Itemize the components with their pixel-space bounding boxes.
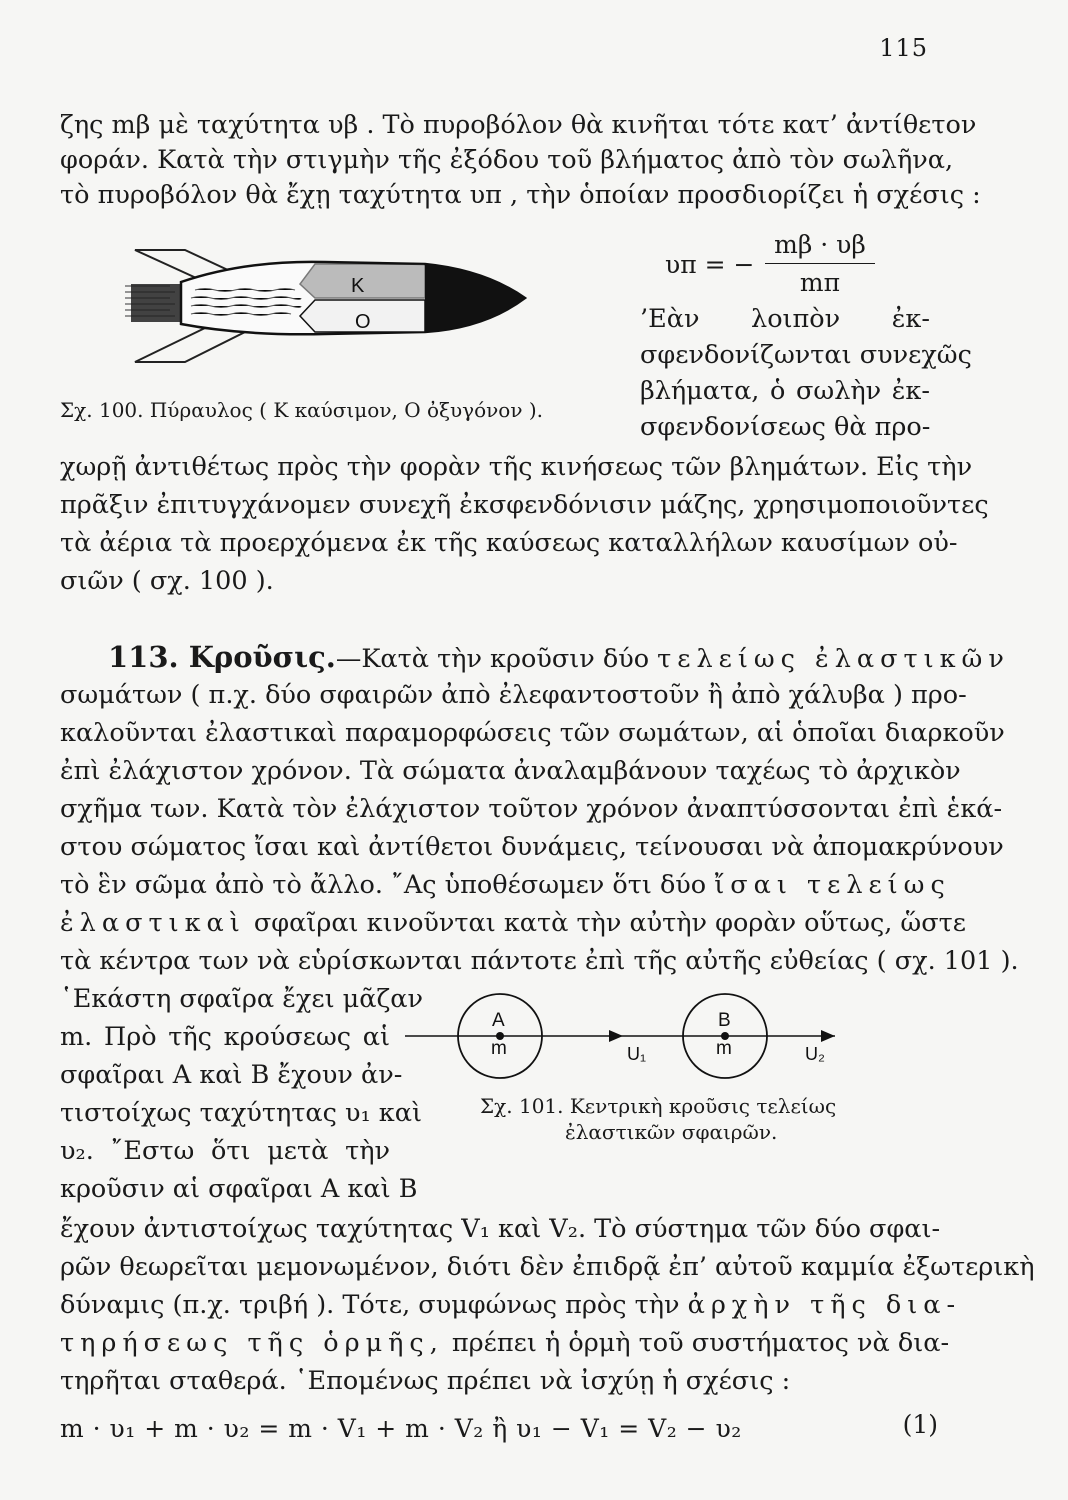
figure-101-caption-line1: Σχ. 101. Κεντρικὴ κροῦσις τελείως xyxy=(480,1094,837,1118)
left-column-line: κροῦσιν αἱ σφαῖραι Α καὶ Β xyxy=(60,1174,418,1204)
equation-number: (1) xyxy=(902,1410,938,1439)
nozzle xyxy=(131,284,181,322)
lower-fin xyxy=(135,328,245,362)
paragraph-line xyxy=(60,1326,950,1360)
paragraph-line: ἔχουν ἀντιστοίχως ταχύτητας V₁ καὶ V₂. Τὸ σύστημα τῶν δύο σφαι- xyxy=(60,1214,941,1244)
emphasis-text: τελείως ἐλαστικῶν xyxy=(657,644,1010,674)
nose-cone xyxy=(425,264,525,332)
paragraph-line: ρῶν θεωρεῖται μεμονωμένον, διότι δὲν ἐπιδρᾷ ἐπ’ αὐτοῦ καμμία ἐξωτερικὴ xyxy=(60,1252,1035,1282)
side-text-line: ’Εὰν λοιπὸν ἐκ- xyxy=(640,304,930,334)
paragraph-line: ζης mβ μὲ ταχύτητα υβ . Τὸ πυροβόλον θὰ κινῆται τότε κατ’ ἀντίθετον xyxy=(60,110,977,140)
sphere-b-mass: m xyxy=(716,1038,732,1059)
paragraph-line: τηρῆται σταθερά. ῾Επομένως πρέπει νὰ ἰσχύῃ ἡ σχέσις : xyxy=(60,1366,791,1396)
left-column-line: σφαῖραι Α καὶ Β ἔχουν ἀν- xyxy=(60,1060,403,1090)
text-span: δύναμις (π.χ. τριβή ). Τότε, συμφώνως πρὸς τὴν xyxy=(60,1290,680,1320)
paragraph-line: καλοῦνται ἐλαστικαὶ παραμορφώσεις τῶν σωμάτων, αἱ ὁποῖαι διαρκοῦν xyxy=(60,718,1005,748)
section-lead: —Κατὰ τὴν κροῦσιν δύο xyxy=(335,644,650,674)
sphere-b-label: B xyxy=(718,1010,731,1031)
figure-100-caption: Σχ. 100. Πύραυλος ( Κ καύσιμον, Ο ὀξυγόνον ). xyxy=(60,398,544,422)
section-heading-line xyxy=(108,640,1010,676)
paragraph-line: φοράν. Κατὰ τὴν στιγμὴν τῆς ἐξόδου τοῦ βλήματος ἀπὸ τὸν σωλῆνα, xyxy=(60,145,954,175)
rocket-figure xyxy=(125,240,545,370)
collision-figure xyxy=(405,988,845,1088)
arrow-u1-icon xyxy=(609,1030,623,1042)
left-column-line: τιστοίχως ταχύτητας υ₁ καὶ xyxy=(60,1098,422,1128)
momentum-equation: m · υ₁ + m · υ₂ = m · V₁ + m · V₂ ἢ υ₁ − V₁ = V₂ − υ₂ xyxy=(60,1414,742,1443)
paragraph-line: σωμάτων ( π.χ. δύο σφαιρῶν ἀπὸ ἐλεφαντοστοῦν ἢ ἀπὸ χάλυβα ) προ- xyxy=(60,680,967,710)
sphere-a-mass: m xyxy=(491,1038,507,1059)
sphere-a-label: A xyxy=(492,1010,505,1031)
emphasis-text: τηρήσεως τῆς ὁρμῆς, xyxy=(60,1328,444,1358)
paragraph-line: στου σώματος ἴσαι καὶ ἀντίθετοι δυνάμεις, τείνουσαι νὰ ἀπομακρύνουν xyxy=(60,832,1004,862)
paragraph-line xyxy=(60,868,951,902)
arrow-u2-icon xyxy=(821,1030,835,1042)
figure-101-caption-line2: ἐλαστικῶν σφαιρῶν. xyxy=(565,1120,778,1144)
emphasis-text: ἐλαστικαὶ xyxy=(60,908,246,938)
text-span: σφαῖραι κινοῦνται κατὰ τὴν αὐτὴν φορὰν οὕτως, ὥστε xyxy=(253,908,966,938)
page-number: 115 xyxy=(879,34,928,62)
paragraph-line xyxy=(60,906,966,940)
text-span: τὸ ἓν σῶμα ἀπὸ τὸ ἄλλο. ῎Ας ὑποθέσωμεν ὅτι δύο xyxy=(60,870,707,900)
formula-numerator: mβ · υβ xyxy=(774,230,866,259)
side-text-line: σφενδονίσεως θὰ προ- xyxy=(640,412,931,442)
label-o: O xyxy=(355,311,371,333)
paragraph-line: σχῆμα των. Κατὰ τὸν ἐλάχιστον τοῦτον χρόνον ἀναπτύσσονται ἐπὶ ἑκά- xyxy=(60,794,1003,824)
paragraph-line: τὰ ἀέρια τὰ προερχόμενα ἐκ τῆς καύσεως καταλλήλων καυσίμων οὐ- xyxy=(60,528,958,558)
section-title: 113. Κροῦσις. xyxy=(108,640,336,674)
paragraph-line: χωρῇ ἀντιθέτως πρὸς τὴν φορὰν τῆς κινήσεως τῶν βλημάτων. Εἰς τὴν xyxy=(60,452,973,482)
paragraph-line: τὰ κέντρα των νὰ εὑρίσκωνται πάντοτε ἐπὶ τῆς αὐτῆς εὐθείας ( σχ. 101 ). xyxy=(60,946,1019,976)
velocity-u2: U₂ xyxy=(805,1044,825,1064)
emphasis-text: ἀρχὴν τῆς δια- xyxy=(687,1290,962,1320)
left-column-line: ῾Εκάστη σφαῖρα ἔχει μᾶζαν xyxy=(60,984,424,1014)
formula-lhs: υπ = − xyxy=(665,250,755,279)
formula-denominator: mπ xyxy=(799,268,841,297)
left-column-line: υ₂. ῎Εστω ὅτι μετὰ τὴν xyxy=(60,1136,390,1166)
paragraph-line xyxy=(60,1288,962,1322)
side-text-line: σφενδονίζωνται συνεχῶς xyxy=(640,340,972,370)
rocket-velocity-formula xyxy=(665,230,935,300)
paragraph-line: ἐπὶ ἐλάχιστον χρόνον. Τὰ σώματα ἀναλαμβάνουν ταχέως τὸ ἀρχικὸν xyxy=(60,756,961,786)
paragraph-line: πρᾶξιν ἐπιτυγχάνομεν συνεχῆ ἐκσφενδόνισιν μάζης, χρησιμοποιοῦντες xyxy=(60,490,989,520)
fraction-bar xyxy=(765,263,875,264)
left-column-line: m. Πρὸ τῆς κρούσεως αἱ xyxy=(60,1022,390,1052)
text-span: πρέπει ἡ ὁρμὴ τοῦ συστήματος νὰ δια- xyxy=(451,1328,950,1358)
side-text-line: βλήματα, ὁ σωλὴν ἐκ- xyxy=(640,376,930,406)
paragraph-line: τὸ πυροβόλον θὰ ἔχῃ ταχύτητα υπ , τὴν ὁποίαν προσδιορίζει ἡ σχέσις : xyxy=(60,180,981,210)
label-k: K xyxy=(351,275,365,297)
velocity-u1: U₁ xyxy=(627,1044,647,1064)
emphasis-text: ἴσαι τελείως xyxy=(714,870,951,900)
paragraph-line: σιῶν ( σχ. 100 ). xyxy=(60,566,274,596)
